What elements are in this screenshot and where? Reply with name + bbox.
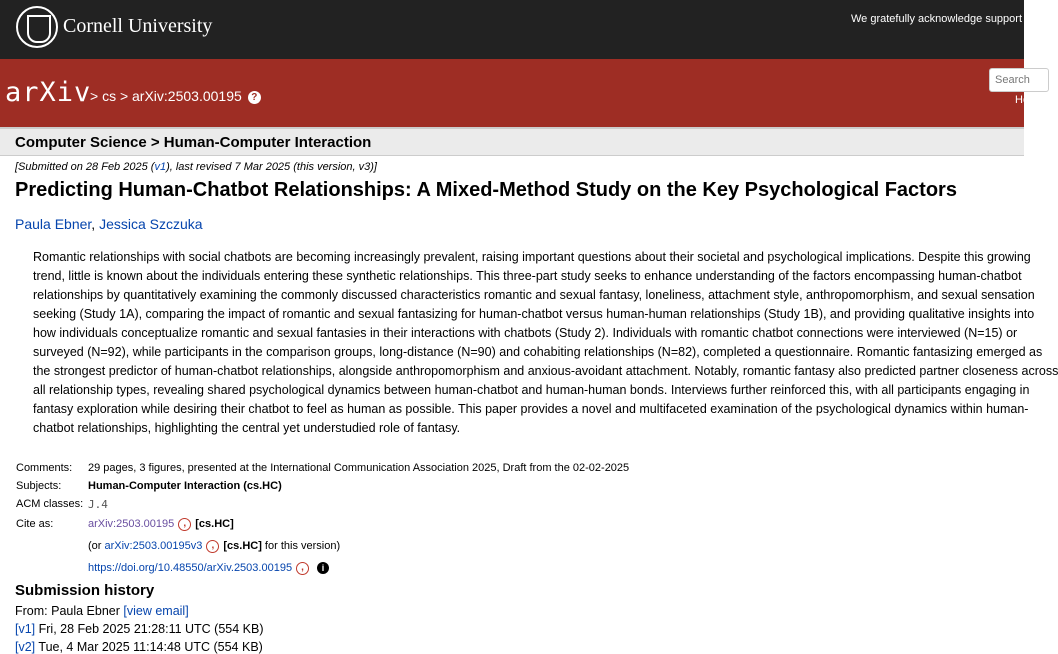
version-link[interactable]: [v2]	[15, 640, 36, 654]
abstract-line: all relationship types, revealing shared psychological dynamics between human-chatbot and human-human bonds. Interviews further reinforced this, with all participants engaging in	[33, 383, 1030, 397]
cornell-seal-icon[interactable]	[16, 6, 58, 48]
cornell-header	[0, 0, 1029, 59]
submitted-prefix: [Submitted on 28 Feb 2025 (	[15, 161, 155, 173]
paper-title: Predicting Human-Chatbot Relationships: A Mixed-Method Study on the Key Psychological Factors	[15, 179, 957, 201]
cite-label: Cite as:	[16, 518, 54, 530]
citation-icon[interactable]: ,	[296, 562, 309, 575]
arxiv-header	[0, 59, 1030, 127]
abstract-line: the strongest predictor of human-chatbot relationships, alongside anthropomorphism and anxious-avoidant attachment. Notably, romantic fantasy also predicted partner closeness across	[33, 364, 1058, 378]
cornell-name[interactable]: Cornell University	[63, 15, 213, 37]
arxiv-logo[interactable]: arXiv	[5, 77, 92, 108]
doi-link[interactable]: https://doi.org/10.48550/arXiv.2503.00195	[88, 561, 293, 574]
version-prefix: (or	[88, 539, 105, 552]
search-input[interactable]: Search	[989, 68, 1049, 92]
acm-classes: J.4	[88, 497, 108, 511]
category-bar: Computer Science > Human-Computer Interaction	[0, 127, 1024, 156]
subjects-label: Subjects:	[16, 480, 62, 492]
breadcrumb	[90, 88, 261, 104]
acknowledgement[interactable]: We gratefully acknowledge support f	[851, 13, 1029, 25]
submission-history-heading: Submission history	[15, 582, 155, 599]
comments-label: Comments:	[16, 462, 73, 474]
version-link[interactable]: [v1]	[15, 622, 36, 636]
history-version	[15, 622, 264, 636]
abstract-line: fantasy exploration while desiring their chatbot to feel as human as possible. This paper provides a novel and multifaceted examination of the psychological dynamics within human-	[33, 402, 1029, 416]
authors: Paula Ebner, Jessica Szczuka	[15, 216, 203, 232]
abstract-line: surveyed (N=92), while participants in the comparison groups, long-distance (N=90) and cohabiting relationships (N=82), completed a questionnaire. Romantic fantasizing emerged as	[33, 345, 1043, 359]
submission-date	[15, 161, 377, 173]
abstract-line: trend, little is known about the individuals entering these synthetic relationships. This three-part study seeks to enhance understanding of the factors encompassing human-chatbot	[33, 269, 1022, 283]
author-link[interactable]: Paula Ebner	[15, 216, 92, 232]
abstract-line: Romantic relationships with social chatbots are becoming increasingly prevalent, raising important questions about their societal and psychological implications. Despite this growing	[33, 250, 1031, 264]
comments: 29 pages, 3 figures, presented at the International Communication Association 2025, Draft from the 02-02-2025	[88, 462, 630, 474]
view-email-link[interactable]: [view email]	[123, 604, 189, 618]
metadata-table	[16, 459, 629, 579]
version-date: Fri, 28 Feb 2025 21:28:11 UTC (554 KB)	[35, 622, 264, 636]
history-from	[15, 604, 189, 618]
cite-link[interactable]: arXiv:2503.00195	[88, 517, 175, 530]
help-link[interactable]: He	[1015, 94, 1030, 106]
abstract-line: relationships by quantitatively examining the commonly discussed characteristics romantic and sexual fantasy, loneliness, attachment style, anthropomorphism, and sexual sensation	[33, 288, 1035, 302]
acm-label: ACM classes:	[16, 498, 84, 510]
version-link[interactable]: arXiv:2503.00195v3	[104, 539, 203, 552]
abstract-line: seeking (Study 1A), comparing the impact of romantic and sexual fantasizing for human-chatbot versus human-human relationships (Study 1B), and providing qualitative insights into	[33, 307, 1035, 321]
info-icon[interactable]: i	[317, 562, 329, 574]
citation-icon[interactable]: ,	[206, 540, 219, 553]
cite-tag: [cs.HC]	[195, 517, 234, 530]
submitted-suffix: ), last revised 7 Mar 2025 (this version, v3)]	[166, 161, 377, 173]
from-text: From: Paula Ebner	[15, 604, 124, 618]
version-date: Tue, 4 Mar 2025 11:14:48 UTC (554 KB)	[35, 640, 263, 654]
version-tag: [cs.HC]	[223, 539, 262, 552]
citation-icon[interactable]: ,	[178, 518, 191, 531]
abstract-line: how individuals conceptualize romantic and sexual fantasies in their interactions with chatbots (Study 2). Individuals with romantic chatbot connections were interviewed (N=15) or	[33, 326, 1018, 340]
author-link[interactable]: Jessica Szczuka	[99, 216, 203, 232]
version-suffix: for this version)	[261, 539, 341, 552]
breadcrumb-text[interactable]: > cs > arXiv:2503.00195	[90, 88, 242, 104]
history-version	[15, 640, 263, 654]
abstract-line: chatbot relationships, highlighting the central yet understudied role of fantasy.	[33, 421, 461, 435]
subjects: Human-Computer Interaction (cs.HC)	[88, 480, 282, 492]
help-icon[interactable]: ?	[248, 91, 261, 104]
abstract	[33, 248, 1058, 438]
v1-link[interactable]: v1	[154, 161, 167, 173]
